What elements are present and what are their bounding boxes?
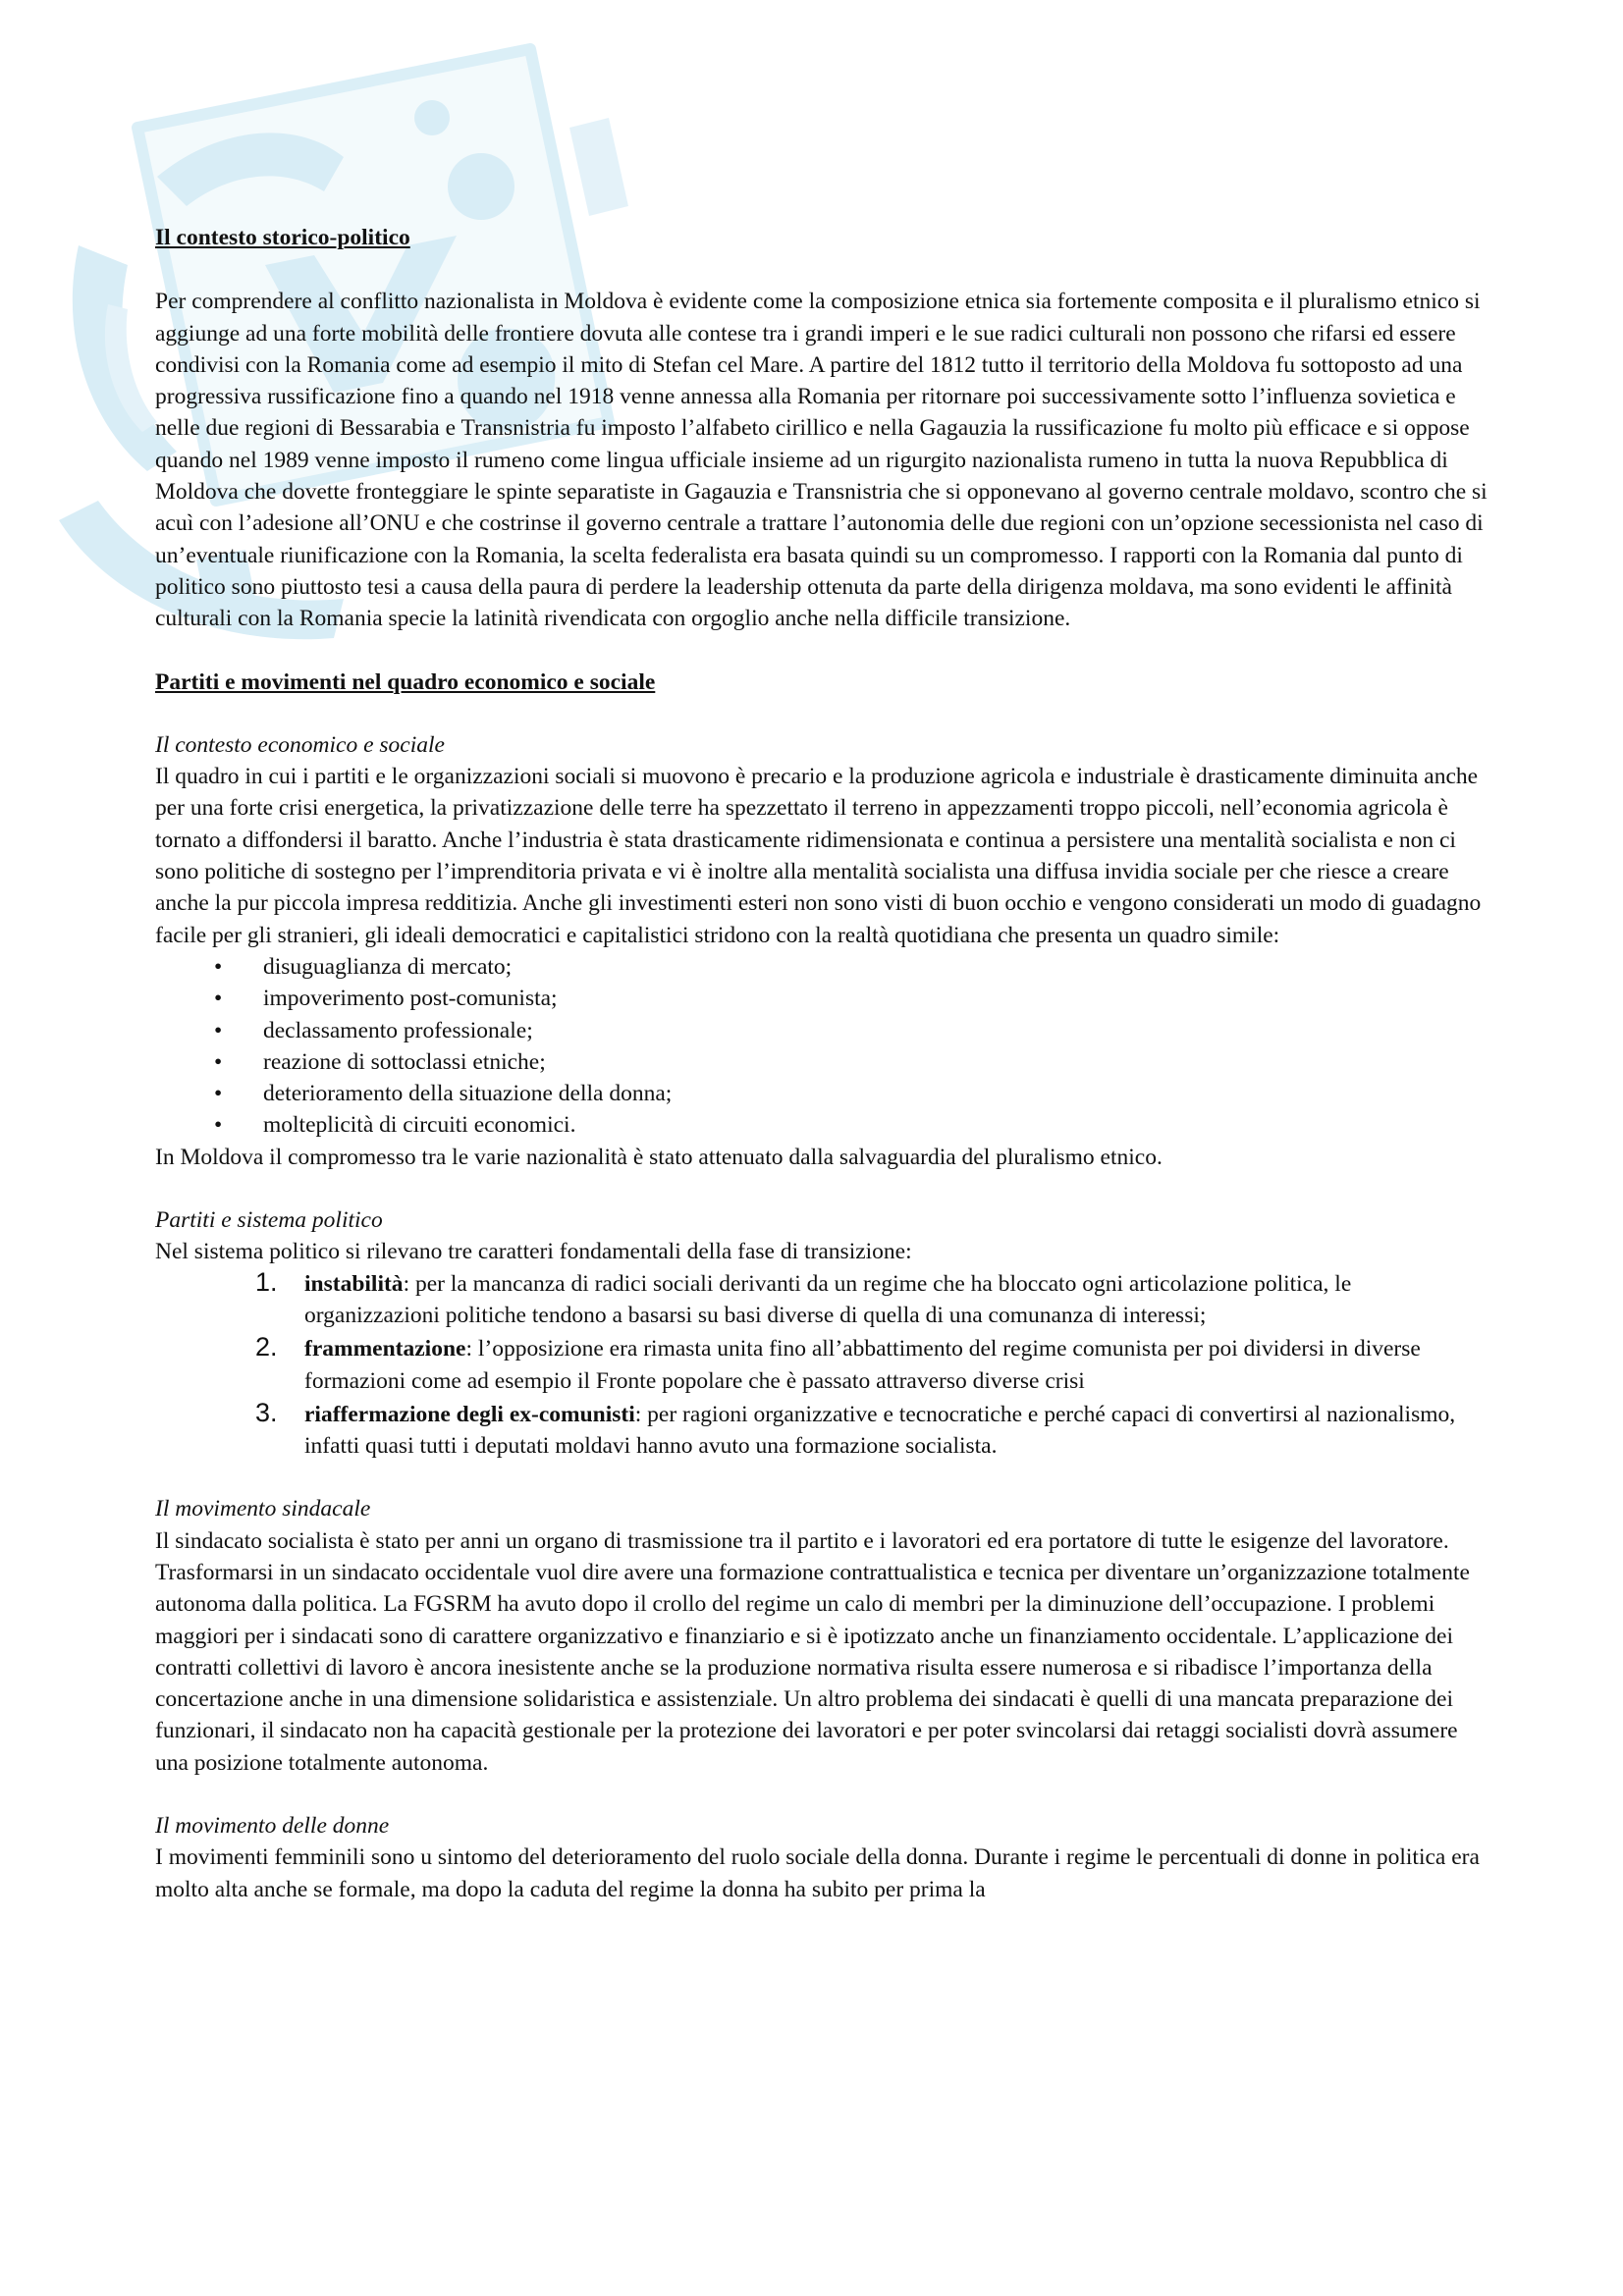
paragraph-contesto-economico: Il quadro in cui i partiti e le organizzazioni sociali si muovono è precario e la produzione agricola e industriale è drasticamente diminuita anche per una forte crisi energetica, la privatizzazione delle terre ha spezzettato il terreno in appezzamenti troppo piccoli, nell’economia agricola è tornato a diffondersi il baratto. Anche l’industria è stata drasticamente ridimensionata e continua a persistere una mentalità socialista e non ci sono politiche di sostegno per l’imprenditoria privata e vi è inoltre alla mentalità socialista una diffusa invidia sociale per che riesce a creare anche la pur piccola impresa redditizia. Anche gli investimenti esteri non sono visti di buon occhio e vengono considerati un modo di guadagno facile per gli stranieri, gli ideali democratici e capitalistici stridono con la realtà quotidiana che presenta un quadro simile: [155,764,1482,948]
list-item: • molteplicità di circuiti economici. [155,1109,1490,1141]
paragraph-movimento-donne: I movimenti femminili sono u sintomo del deterioramento del ruolo sociale della donna. Durante i regime le percentuali di donne in politica era molto alta anche se formale, ma dopo la caduta del regime la donna ha subito per prima la [155,1844,1480,1902]
numbered-list-caratteri [155,1268,1490,1463]
bullet-icon: • [214,1081,223,1107]
section-heading-contesto-storico: Il contesto storico-politico [155,225,410,250]
paragraph-compromesso: In Moldova il compromesso tra le varie nazionalità è stato attenuato dalla salvaguardia del pluralismo etnico. [155,1144,1163,1170]
bullet-icon: • [214,986,223,1012]
list-item: • impoverimento post-comunista; [155,983,1490,1014]
list-number: 1. [255,1266,278,1297]
document-content [155,222,1490,1905]
bullet-list-quadro [155,951,1490,1142]
bullet-icon: • [214,953,223,980]
list-term: riaffermazione degli ex-comunisti [304,1401,635,1427]
paragraph-contesto-storico: Per comprendere al conflitto nazionalista in Moldova è evidente come la composizione etnica sia fortemente composita e il pluralismo etnico si aggiunge ad una forte mobilità delle frontiere dovuta alle contese tra i grandi imperi e le sue radici culturali non possono che rifarsi ed essere condivisi con la Romania come ad esempio il mito di Stefan cel Mare. A partire del 1812 tutto il territorio della Moldova fu sottoposto ad una progressiva russificazione fino a quando nel 1918 venne annessa alla Romania per ritornare poi successivamente sotto l’influenza sovietica e nelle due regioni di Bessarabia e Transnistria fu imposto l’alfabeto cirillico e nella Gagauzia la russificazione fu molto più efficace e si oppose quando nel 1989 venne imposto il rumeno come lingua ufficiale insieme ad un rigurgito nazionalista rumeno in tutta la nuova Repubblica di Moldova che dovette fronteggiare le spinte separatiste in Gagauzia e Transnistria che si opponevano al governo centrale moldavo, scontro che si acuì con l’adesione all’ONU e che costrinse il governo centrale a trattare l’autonomia delle due regioni con un’opzione secessionista nel caso di un’eventuale riunificazione con la Romania, la scelta federalista era basata quindi su un compromesso. I rapporti con la Romania dal punto di politico sono piuttosto tesi a causa della paura di perdere la leadership ottenuta da parte della dirigenza moldava, ma sono evidenti le affinità culturali con la Romania specie la latinità rivendicata con orgoglio anche nella difficile transizione. [155,289,1488,632]
subheading-movimento-sindacale: Il movimento sindacale [155,1496,371,1522]
list-item [155,1399,1490,1463]
subheading-partiti-sistema: Partiti e sistema politico [155,1207,383,1234]
list-text: : per la mancanza di radici sociali derivanti da un regime che ha bloccato ogni articolazione politica, le organizzazioni politiche tendono a basarsi su basi diverse di quella di una comunanza di interessi; [304,1270,1352,1328]
paragraph-movimento-sindacale: Il sindacato socialista è stato per anni un organo di trasmissione tra il partito e i lavoratori ed era portatore di tutte le esigenze del lavoratore. Trasformarsi in un sindacato occidentale vuol dire avere una formazione contrattualistica e tecnica per diventare un’organizzazione totalmente autonoma dalla politica. La FGSRM ha avuto dopo il crollo del regime un calo di membri per la diminuzione dell’occupazione. I problemi maggiori per i sindacati sono di carattere organizzativo e finanziario e si è ipotizzato anche un finanziamento occidentale. L’applicazione dei contratti collettivi di lavoro è ancora inesistente anche se la produzione normativa risulta essere numerosa e si ribadisce l’importanza della concertazione anche in una dimensione solidaristica e assistenziale. Un altro problema dei sindacati è quelli di una mancata preparazione dei funzionari, il sindacato non ha capacità gestionale per la protezione dei lavoratori e per poter svincolarsi dai retaggi socialisti dovrà assumere una posizione totalmente autonoma. [155,1527,1470,1776]
list-text: : l’opposizione era rimasta unita fino all’abbattimento del regime comunista per poi dividersi in diverse formazioni come ad esempio il Fronte popolare che è passato attraverso diverse crisi [304,1336,1421,1394]
list-item: • declassamento professionale; [155,1015,1490,1046]
list-term: instabilità [304,1270,404,1297]
list-item: • reazione di sottoclassi etniche; [155,1046,1490,1078]
list-text: : per ragioni organizzative e tecnocratiche e perché capaci di convertirsi al nazionalismo, infatti quasi tutti i deputati moldavi hanno avuto una formazione socialista. [304,1401,1456,1460]
bullet-icon: • [214,1017,223,1043]
list-number: 2. [255,1332,278,1362]
list-item [155,1333,1490,1397]
list-item: • disuguaglianza di mercato; [155,951,1490,983]
section-heading-partiti-movimenti: Partiti e movimenti nel quadro economico e sociale [155,668,656,695]
paragraph-sistema-intro: Nel sistema politico si rilevano tre caratteri fondamentali della fase di transizione: [155,1239,912,1265]
bullet-icon: • [214,1112,223,1139]
list-item [155,1268,1490,1332]
subheading-movimento-donne: Il movimento delle donne [155,1813,390,1840]
list-term: frammentazione [304,1336,466,1362]
subheading-contesto-economico: Il contesto economico e sociale [155,731,445,758]
list-number: 3. [255,1397,278,1427]
bullet-icon: • [214,1048,223,1075]
list-item: • deterioramento della situazione della donna; [155,1078,1490,1109]
